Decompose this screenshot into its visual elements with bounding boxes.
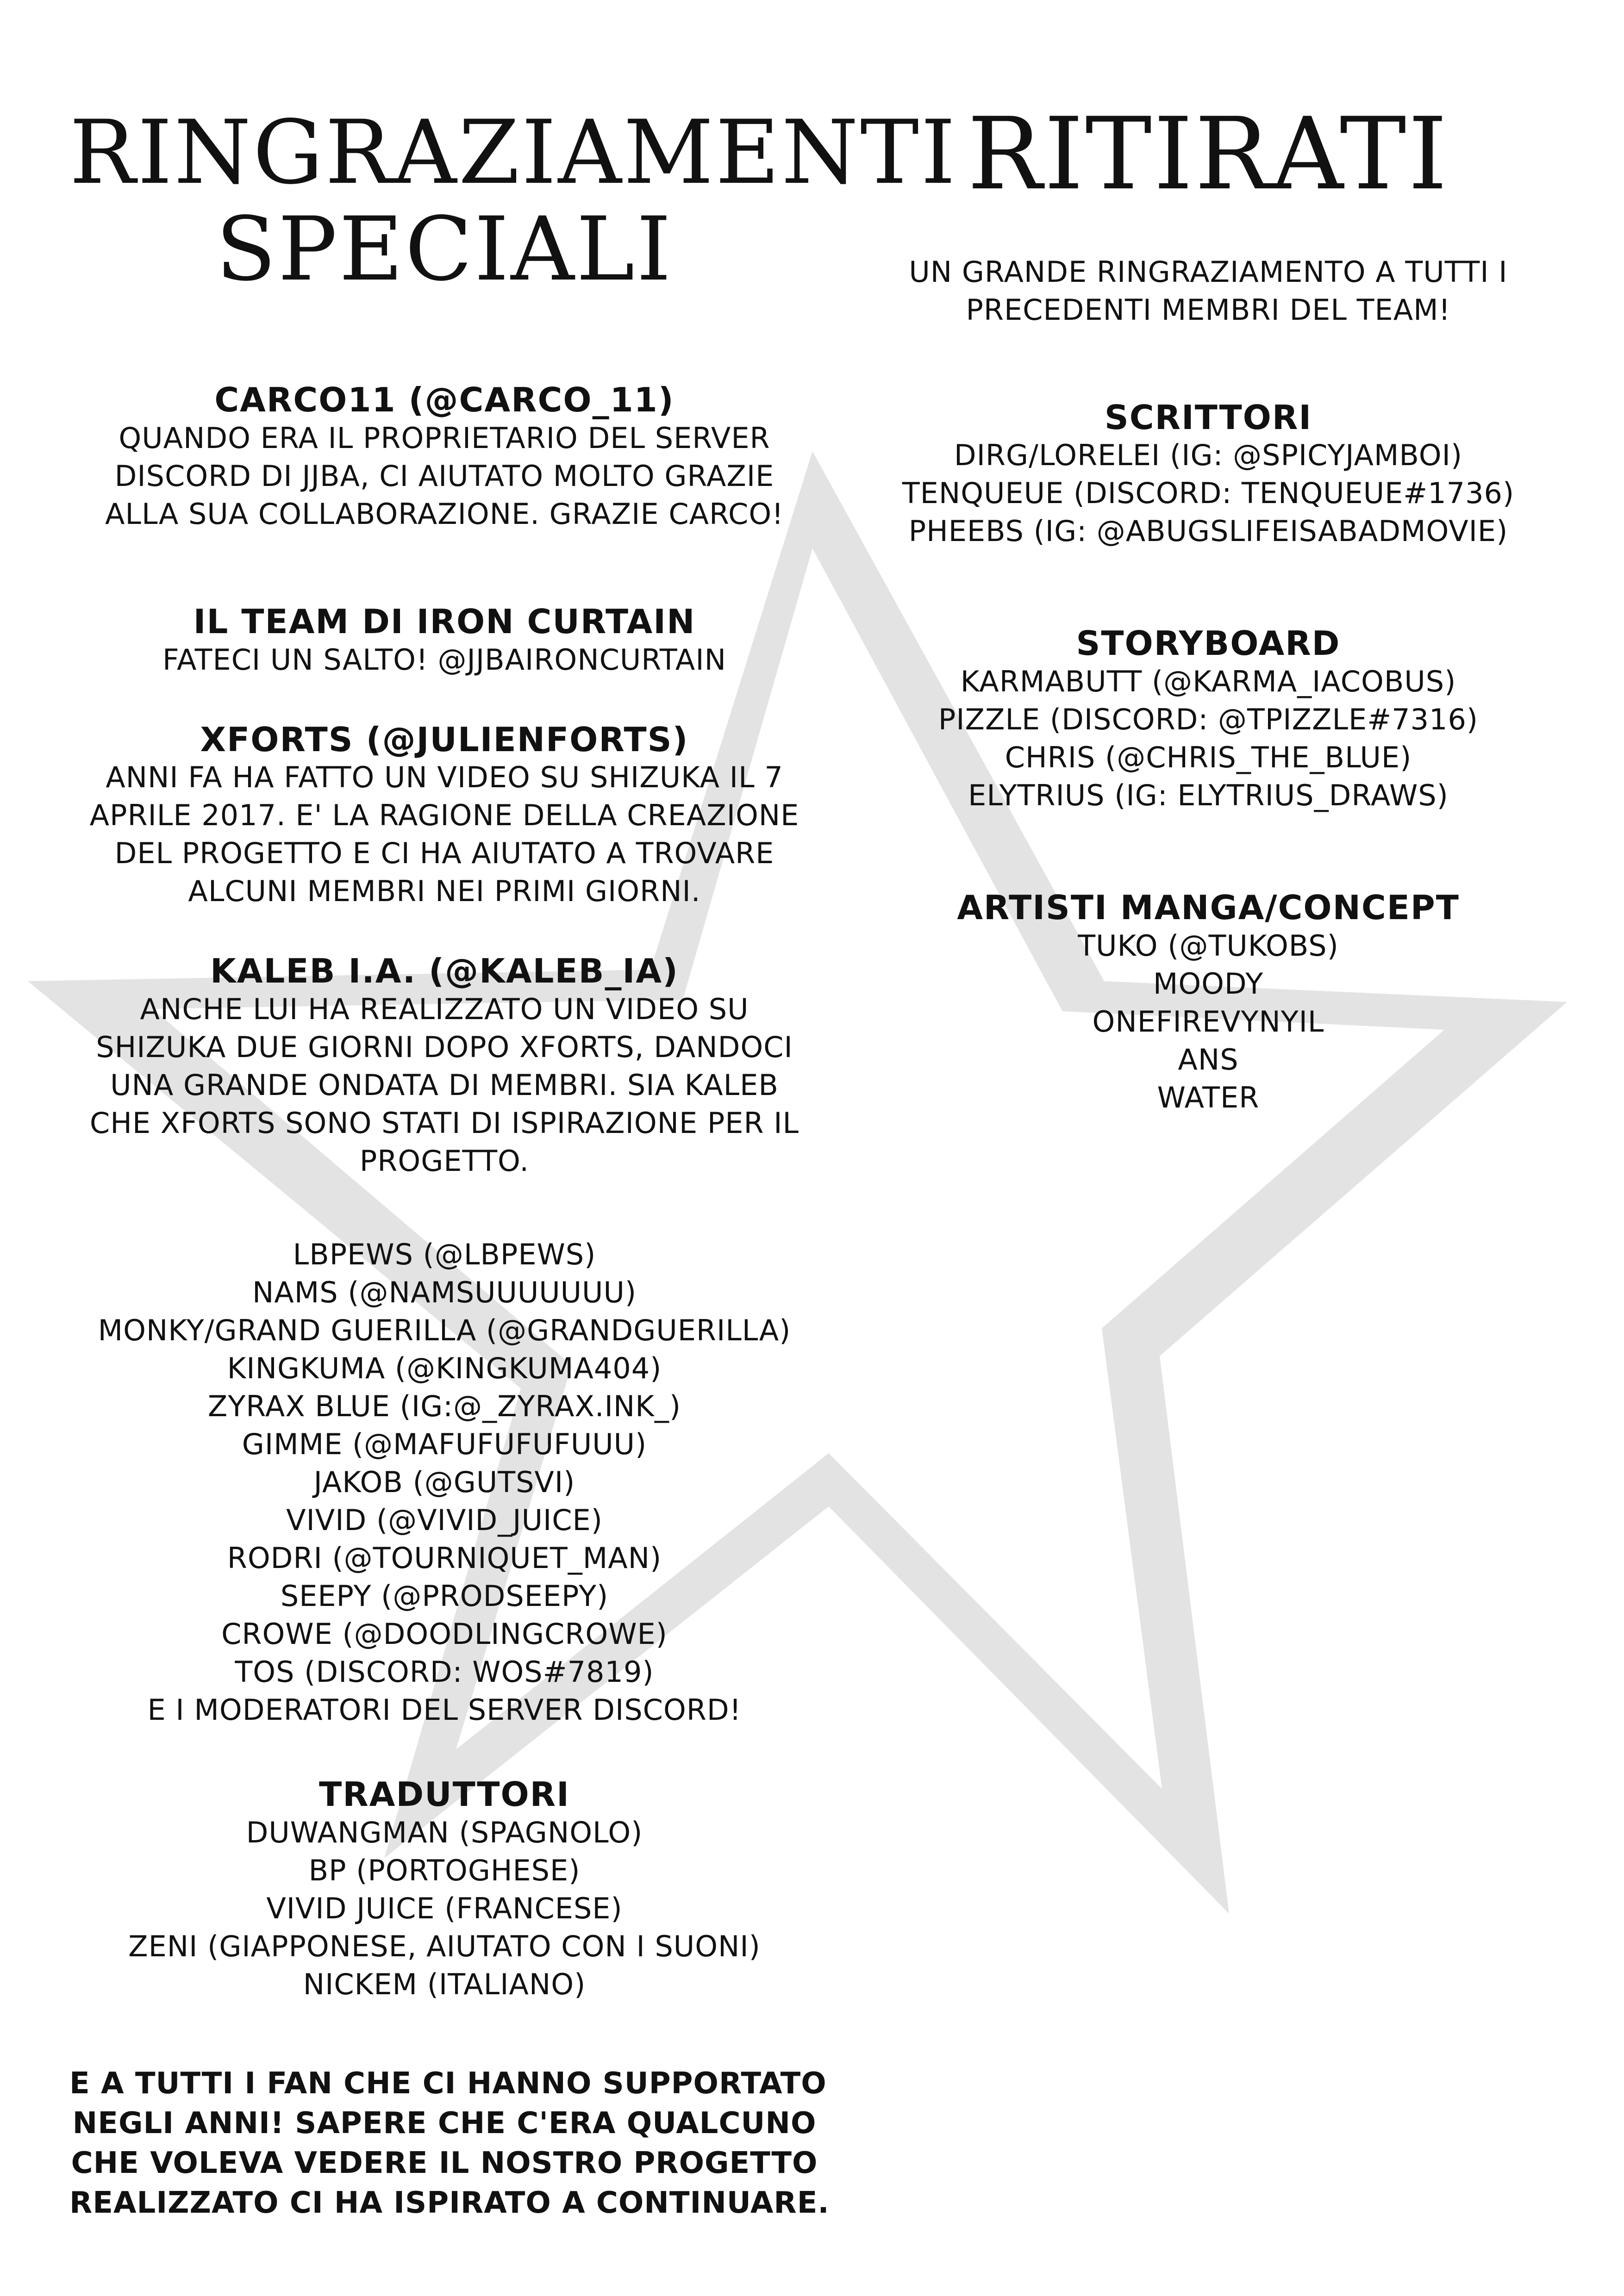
body-line: DEL PROGETTO E CI HA AIUTATO A TROVARE [114,836,775,871]
section-writers [852,398,1565,551]
section-heading: TRADUTTORI [319,1775,570,1814]
translator-name: DUWANGMAN (SPAGNOLO) [246,1815,643,1849]
translator-name: BP (PORTOGHESE) [308,1853,581,1887]
body-line: DISCORD DI JJBA, CI AIUTATO MOLTO GRAZIE [114,459,775,493]
retired-title: RITIRATI [967,96,1449,212]
contributor-name: JAKOB (@GUTSVI) [313,1465,575,1500]
section-body [852,436,1565,550]
contributor-name: E I MODERATORI DEL SERVER DISCORD! [147,1693,742,1727]
body-line: ALLA SUA COLLABORAZIONE. GRAZIE CARCO! [105,497,784,531]
intro-line: UN GRANDE RINGRAZIAMENTO A TUTTI I [909,255,1508,289]
contributor-name: CROWE (@DOODLINGCROWE) [221,1617,668,1651]
closing-line: CHE VOLEVA VEDERE IL NOSTRO PROGETTO [71,2146,818,2180]
section-translators [69,1775,819,2004]
section-heading: CARCO11 (@CARCO_11) [214,380,675,419]
member-name: PIZZLE (DISCORD: @TPIZZLE#7316) [938,703,1479,737]
member-name: PHEEBS (IG: @ABUGSLIFEISABADMOVIE) [908,514,1508,548]
section-manga-concept-artists [852,889,1565,1117]
member-name: CHRIS (@CHRIS_THE_BLUE) [1005,740,1412,775]
section-xforts [69,721,819,911]
section-body [852,927,1565,1117]
section-body [69,641,819,679]
contributor-name: GIMME (@MAFUFUFUFUUU) [242,1427,647,1462]
member-name: TUKO (@TUKOBS) [1078,928,1339,963]
body-line: UNA GRANDE ONDATA DI MEMBRI. SIA KALEB [110,1068,779,1102]
closing-line: E A TUTTI I FAN CHE CI HANNO SUPPORTATO [69,2066,827,2101]
body-line: ALCUNI MEMBRI NEI PRIMI GIORNI. [188,874,701,908]
section-body [69,990,819,1180]
member-name: ANS [1178,1042,1239,1076]
section-heading: XFORTS (@JULIENFORTS) [200,720,689,759]
member-name: WATER [1157,1080,1260,1114]
closing-line: NEGLI ANNI! SAPERE CHE C'ERA QUALCUNO [72,2106,817,2140]
body-line: SHIZUKA DUE GIORNI DOPO XFORTS, DANDOCI [96,1030,793,1064]
contributor-name: RODRI (@TOURNIQUET_MAN) [227,1541,662,1575]
contributor-name: ZYRAX BLUE (IG:@_ZYRAX.INK_) [207,1389,681,1424]
member-name: MOODY [1153,966,1264,1001]
closing-message [69,2064,830,2223]
translator-name: VIVID JUICE (FRANCESE) [266,1891,623,1925]
closing-line: REALIZZATO CI HA ISPIRATO A CONTINUARE. [69,2185,830,2220]
contributor-name: VIVID (@VIVID_JUICE) [286,1503,603,1537]
member-name: ONEFIREVYNYIL [1092,1004,1324,1039]
body-line: ANNI FA HA FATTO UN VIDEO SU SHIZUKA IL 7 [106,760,783,795]
contributor-name: LBPEWS (@LBPEWS) [293,1238,596,1272]
section-iron-curtain [69,603,819,679]
section-body [69,419,819,533]
title-line: SPECIALI [216,198,673,300]
special-thanks-title [69,101,957,300]
member-name: TENQUEUE (DISCORD: TENQUEUE#1736) [902,476,1515,510]
contributors-list [69,1236,819,1729]
section-kaleb [69,952,819,1180]
body-line: PROGETTO. [359,1144,530,1178]
section-heading: KALEB I.A. (@KALEB_IA) [210,952,679,991]
contributor-name: TOS (DISCORD: WOS#7819) [235,1655,654,1689]
contributor-name: NAMS (@NAMSUUUUUUU) [252,1276,637,1310]
section-body [852,663,1565,815]
section-storyboard [852,624,1565,815]
section-heading: IL TEAM DI IRON CURTAIN [193,602,696,641]
section-heading: STORYBOARD [1076,624,1341,663]
section-heading: ARTISTI MANGA/CONCEPT [957,888,1460,927]
body-line: QUANDO ERA IL PROPRIETARIO DEL SERVER [119,421,770,455]
section-carco [69,381,819,533]
special-thanks-column [69,0,957,2223]
contributor-name: SEEPY (@PRODSEEPY) [280,1579,609,1613]
body-line: CHE XFORTS SONO STATI DI ISPIRAZIONE PER IL [89,1106,800,1140]
translator-name: ZENI (GIAPPONESE, AIUTATO CON I SUONI) [128,1929,761,1963]
retired-intro [852,253,1565,329]
contributor-name: KINGKUMA (@KINGKUMA404) [227,1351,662,1386]
body-line: FATECI UN SALTO! @JJBAIRONCURTAIN [162,642,726,677]
retired-column [852,0,1565,1117]
section-body [69,1814,819,2004]
member-name: DIRG/LORELEI (IG: @SPICYJAMBOI) [954,438,1463,473]
section-heading: SCRITTORI [1104,398,1312,437]
body-line: ANCHE LUI HA REALIZZATO UN VIDEO SU [140,992,749,1027]
translator-name: NICKEM (ITALIANO) [303,1967,586,2001]
member-name: ELYTRIUS (IG: ELYTRIUS_DRAWS) [968,778,1449,813]
member-name: KARMABUTT (@KARMA_IACOBUS) [960,665,1456,699]
intro-line: PRECEDENTI MEMBRI DEL TEAM! [966,292,1451,327]
contributor-name: MONKY/GRAND GUERILLA (@GRANDGUERILLA) [98,1313,791,1348]
section-body [69,759,819,910]
title-line: RINGRAZIAMENTI [69,101,957,204]
body-line: APRILE 2017. E' LA RAGIONE DELLA CREAZIONE [89,798,800,833]
